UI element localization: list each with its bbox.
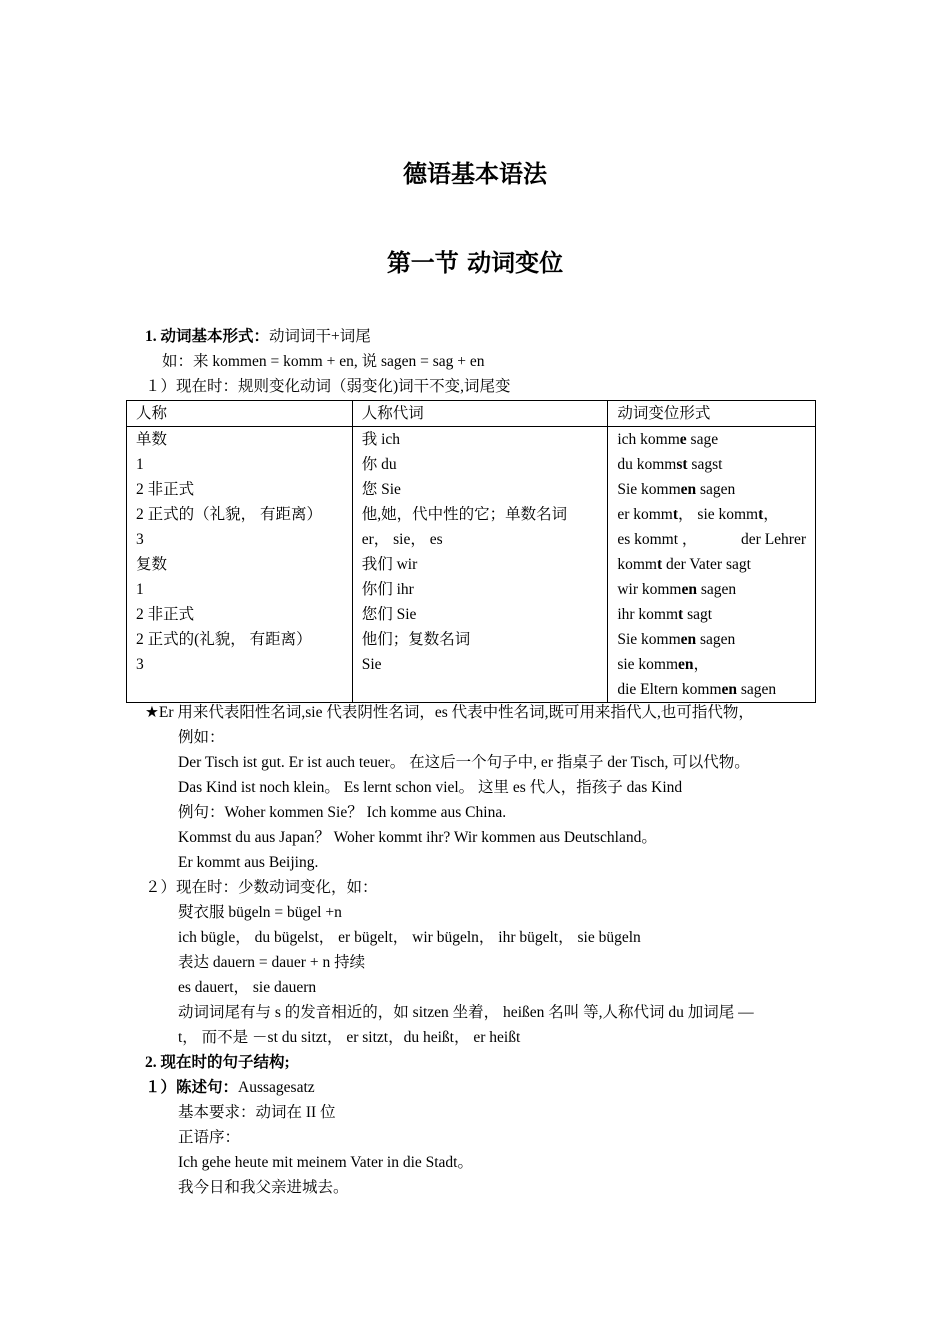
pronoun-line: er， sie， es bbox=[361, 531, 443, 548]
document-title: 德语基本语法 bbox=[403, 160, 547, 188]
form-ending: t bbox=[656, 556, 663, 573]
note-line: Der Tisch ist gut. Er ist auch teuer。 在这后一个句子中, er 指桌子 der Tisch, 可以代物。 bbox=[178, 754, 750, 771]
form-ending: t bbox=[678, 606, 684, 623]
table-row bbox=[127, 427, 816, 703]
form-stem: Sie komm bbox=[617, 481, 681, 498]
form-left: es kommt ， bbox=[617, 531, 698, 548]
form-ending: en bbox=[680, 481, 697, 498]
person-line: 2 正式的（礼貌， 有距离） bbox=[136, 506, 323, 523]
form-line bbox=[617, 577, 806, 602]
form-line bbox=[617, 627, 806, 652]
pronoun-line: 他,她，代中性的它；单数名词 bbox=[361, 506, 568, 523]
heading-text: 动词词干+词尾 bbox=[269, 328, 371, 345]
note-line: ich bügle， du bügelst， er bügelt， wir bügeln， ihr bügelt， sie bügeln bbox=[178, 929, 641, 946]
pronoun-line: Sie bbox=[361, 656, 382, 673]
note-line: Kommst du aus Japan？ Woher kommt ihr? Wir kommen aus Deutschland。 bbox=[178, 829, 657, 846]
form-line bbox=[617, 427, 806, 452]
heading-label: 1. 动词基本形式： bbox=[145, 328, 270, 345]
form-ending: en bbox=[721, 681, 737, 698]
person-line: 2 非正式 bbox=[136, 481, 195, 498]
form-stem: er komm bbox=[617, 506, 673, 523]
pronoun-line: 你们 ihr bbox=[361, 581, 414, 598]
example-line: 如：来 kommen = komm + en, 说 sagen = sag + en bbox=[162, 353, 485, 370]
person-line: 3 bbox=[136, 531, 144, 548]
person-line: 单数 bbox=[136, 431, 168, 448]
form-line bbox=[617, 452, 806, 477]
form-line bbox=[617, 552, 806, 577]
body-line: 正语序： bbox=[178, 1129, 241, 1146]
form-ending: en bbox=[681, 581, 697, 598]
body-line: 基本要求：动词在 II 位 bbox=[178, 1104, 336, 1121]
form-ending: e bbox=[679, 431, 687, 448]
form-rest: sagen bbox=[737, 681, 777, 698]
cell-conjugation bbox=[608, 427, 816, 703]
note-line: Er kommt aus Beijing. bbox=[178, 854, 319, 871]
note-line: 熨衣服 bügeln = bügel +n bbox=[178, 904, 342, 921]
subheading-statement bbox=[145, 1075, 315, 1100]
person-line: 3 bbox=[136, 656, 144, 673]
body-line: 我今日和我父亲进城去。 bbox=[178, 1179, 349, 1196]
person-line-empty bbox=[136, 677, 343, 702]
person-line: 1 bbox=[136, 456, 144, 473]
statement-term: Aussagesatz bbox=[238, 1079, 315, 1096]
form-stem: ihr komm bbox=[617, 606, 679, 623]
pronoun-line: 我 ich bbox=[361, 431, 401, 448]
header-conjugation: 动词变位形式 bbox=[608, 401, 816, 427]
heading-verb-basic-form bbox=[145, 324, 371, 349]
section-title: 第一节 动词变位 bbox=[386, 249, 564, 277]
form-rest: ， bbox=[693, 656, 710, 673]
form-line bbox=[617, 602, 806, 627]
person-line: 复数 bbox=[136, 556, 168, 573]
form-rest: sage bbox=[686, 431, 719, 448]
form-rest: sagst bbox=[687, 456, 723, 473]
heading-sentence-structure: 2. 现在时的句子结构; bbox=[145, 1054, 290, 1071]
cell-pronoun bbox=[352, 427, 608, 703]
form-stem: komm bbox=[617, 556, 657, 573]
note-line: 动词词尾有与 s 的发音相近的，如 sitzen 坐着， heißen 名叫 等,人称代词 du 加词尾 — bbox=[178, 1004, 754, 1021]
body-line: Ich gehe heute mit meinem Vater in die Stadt。 bbox=[178, 1154, 473, 1171]
note-line: es dauert， sie dauern bbox=[178, 979, 317, 996]
subheading-present-regular: １）现在时：规则变化动词（弱变化)词干不变,词尾变 bbox=[145, 378, 511, 395]
cell-person bbox=[127, 427, 353, 703]
form-ending: en bbox=[678, 656, 694, 673]
form-line bbox=[617, 502, 806, 527]
form-stem: du komm bbox=[617, 456, 677, 473]
note-line: 例句：Woher kommen Sie？ Ich komme aus China. bbox=[178, 804, 507, 821]
person-line: 2 正式的(礼貌， 有距离） bbox=[136, 631, 312, 648]
note-line: t， 而不是 －st du sitzt， er sitzt，du heißt， er heißt bbox=[178, 1029, 521, 1046]
form-ending: st bbox=[676, 456, 688, 473]
form-rest: sagen bbox=[696, 481, 736, 498]
pronoun-line: 我们 wir bbox=[361, 556, 418, 573]
person-line: 2 非正式 bbox=[136, 606, 195, 623]
form-stem: ich komm bbox=[617, 431, 680, 448]
form-ending: en bbox=[680, 631, 697, 648]
note-line: ★Er 用来代表阳性名词,sie 代表阴性名词，es 代表中性名词,既可用来指代人,也可指代物， bbox=[145, 704, 754, 721]
pronoun-line-empty bbox=[362, 677, 599, 702]
person-line: 1 bbox=[136, 581, 144, 598]
note-line: 表达 dauern = dauer + n 持续 bbox=[178, 954, 366, 971]
note-line: 例如： bbox=[178, 729, 225, 746]
pronoun-line: 他们；复数名词 bbox=[361, 631, 471, 648]
form-ending: t bbox=[672, 506, 679, 523]
form-stem: Sie komm bbox=[617, 631, 681, 648]
form-ending: t bbox=[758, 506, 764, 523]
pronoun-line: 你 du bbox=[361, 456, 397, 473]
form-line bbox=[617, 652, 806, 677]
form-rest: sagen bbox=[696, 581, 737, 598]
note-line: Das Kind ist noch klein。 Es lernt schon viel。 这里 es 代人，指孩子 das Kind bbox=[178, 779, 683, 796]
form-rest: ， sie komm bbox=[678, 506, 759, 523]
form-right: der Lehrer bbox=[741, 531, 806, 548]
form-line bbox=[617, 477, 806, 502]
pronoun-line: 您们 Sie bbox=[361, 606, 417, 623]
form-stem: wir komm bbox=[617, 581, 682, 598]
form-stem: die Eltern komm bbox=[617, 681, 722, 698]
form-line bbox=[617, 677, 806, 702]
form-rest: der Vater sagt bbox=[662, 556, 751, 573]
conjugation-table bbox=[126, 400, 816, 703]
table-header-row bbox=[127, 401, 816, 427]
form-line bbox=[617, 527, 806, 552]
form-rest: sagen bbox=[696, 631, 736, 648]
header-person: 人称 bbox=[127, 401, 353, 427]
pronoun-line: 您 Sie bbox=[361, 481, 401, 498]
form-stem: sie komm bbox=[617, 656, 679, 673]
subheading-present-irregular: ２）现在时：少数动词变化，如： bbox=[145, 879, 378, 896]
header-pronoun: 人称代词 bbox=[352, 401, 608, 427]
form-rest: ， bbox=[763, 506, 779, 523]
statement-label: １）陈述句： bbox=[145, 1079, 239, 1096]
form-rest: sagt bbox=[683, 606, 713, 623]
